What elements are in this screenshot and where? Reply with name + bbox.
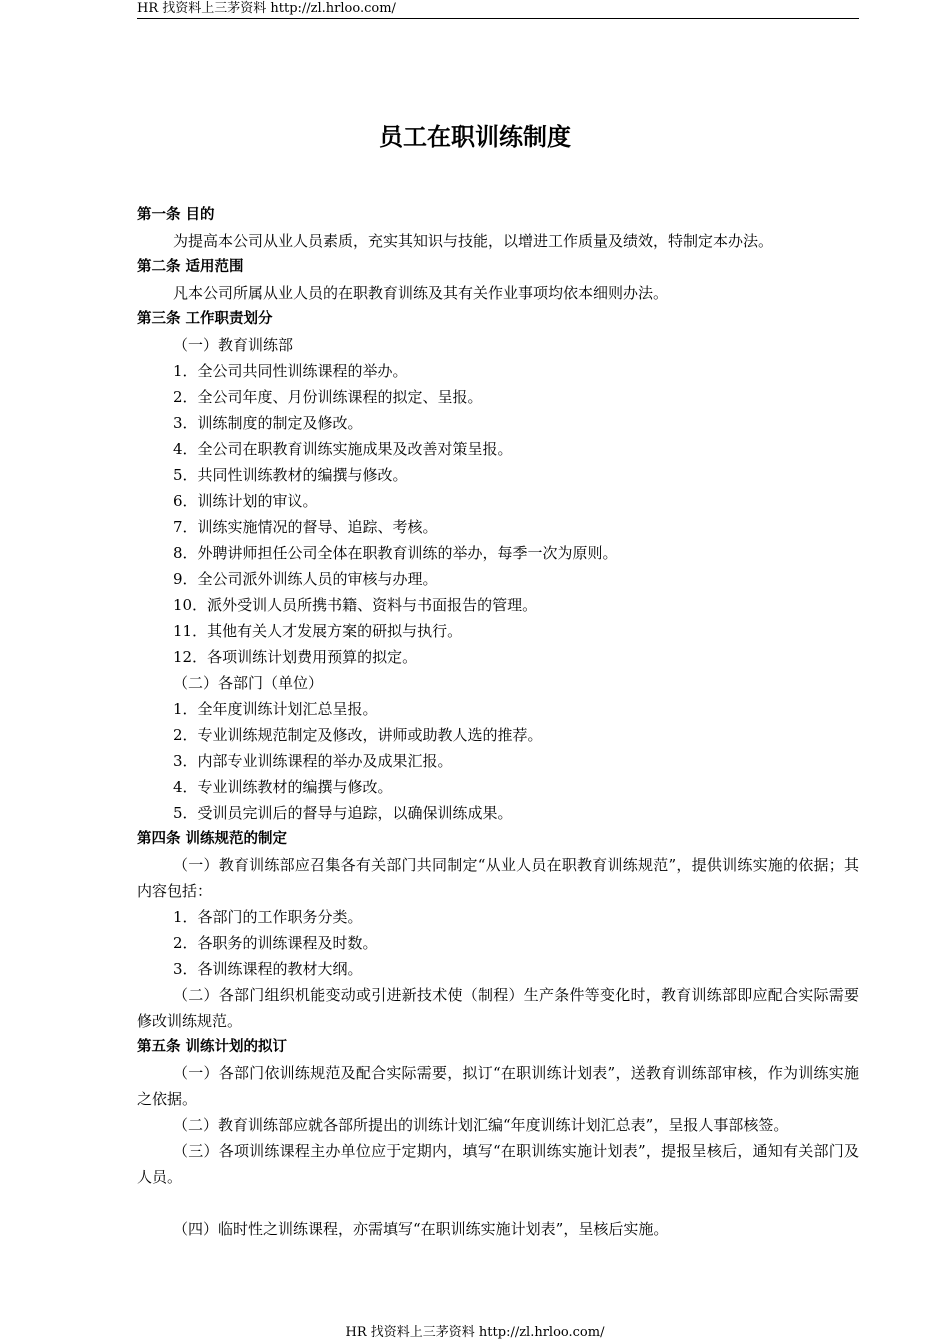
article-3-section-1: （一）教育训练部 [173,336,294,354]
list-item: 10．派外受训人员所携书籍、资料与书面报告的管理。 [173,596,538,614]
article-4-paragraph-1: （一）教育训练部应召集各有关部门共同制定“从业人员在职教育训练规范”，提供训练实施的依据；其内容包括： [137,856,859,900]
list-item: 3．训练制度的制定及修改。 [173,414,363,432]
article-2-heading: 第二条 适用范围 [137,259,244,275]
page-header [137,0,859,19]
list-item: 4．全公司在职教育训练实施成果及改善对策呈报。 [173,440,513,458]
article-5-paragraph-1: （一）各部门依训练规范及配合实际需要，拟订“在职训练计划表”，送教育训练部审核，作为训练实施之依据。 [137,1064,859,1108]
article-4-paragraph-2: （二）各部门组织机能变动或引进新技术使（制程）生产条件等变化时，教育训练部即应配合实际需要修改训练规范。 [137,986,859,1030]
article-4-heading: 第四条 训练规范的制定 [137,831,288,847]
list-item: 5．共同性训练教材的编撰与修改。 [173,466,408,484]
article-5-paragraph-3: （三）各项训练课程主办单位应于定期内，填写“在职训练实施计划表”，提报呈核后，通知有关部门及人员。 [137,1142,859,1186]
list-item: 1．全年度训练计划汇总呈报。 [173,700,378,718]
list-item: 2．各职务的训练课程及时数。 [173,934,378,952]
article-3-section-2: （二）各部门（单位） [173,674,324,692]
list-item: 3．各训练课程的教材大纲。 [173,960,363,978]
document-body [137,202,859,1242]
list-item: 6．训练计划的审议。 [173,492,318,510]
list-item: 1．各部门的工作职务分类。 [173,908,363,926]
list-item: 3．内部专业训练课程的举办及成果汇报。 [173,752,453,770]
article-1-heading: 第一条 目的 [137,207,215,223]
list-item: 9．全公司派外训练人员的审核与办理。 [173,570,438,588]
article-5-heading: 第五条 训练计划的拟订 [137,1039,288,1055]
page-footer [0,1324,950,1342]
list-item: 8．外聘讲师担任公司全体在职教育训练的举办，每季一次为原则。 [173,544,618,562]
article-5-paragraph-4: （四）临时性之训练课程，亦需填写“在职训练实施计划表”，呈核后实施。 [173,1220,669,1238]
list-item: 7．训练实施情况的督导、追踪、考核。 [173,518,438,536]
article-3-heading: 第三条 工作职责划分 [137,311,273,327]
list-item: 2．专业训练规范制定及修改，讲师或助教人选的推荐。 [173,726,543,744]
header-text: HR 找资料上三茅资料 http://zl.hrloo.com/ [137,1,396,16]
list-item: 5．受训员完训后的督导与追踪，以确保训练成果。 [173,804,513,822]
list-item: 2．全公司年度、月份训练课程的拟定、呈报。 [173,388,483,406]
spacer [137,1190,859,1216]
document-title: 员工在职训练制度 [379,123,571,151]
article-2-text: 凡本公司所属从业人员的在职教育训练及其有关作业事项均依本细则办法。 [173,284,669,302]
list-item: 1．全公司共同性训练课程的举办。 [173,362,408,380]
list-item: 12．各项训练计划费用预算的拟定。 [173,648,418,666]
list-item: 11．其他有关人才发展方案的研拟与执行。 [173,622,463,640]
article-1-text: 为提高本公司从业人员素质，充实其知识与技能，以增进工作质量及绩效，特制定本办法。 [173,232,774,250]
article-5-paragraph-2: （二）教育训练部应就各部所提出的训练计划汇编“年度训练计划汇总表”，呈报人事部核签。 [173,1116,789,1134]
list-item: 4．专业训练教材的编撰与修改。 [173,778,393,796]
footer-text: HR 找资料上三茅资料 http://zl.hrloo.com/ [345,1325,605,1340]
